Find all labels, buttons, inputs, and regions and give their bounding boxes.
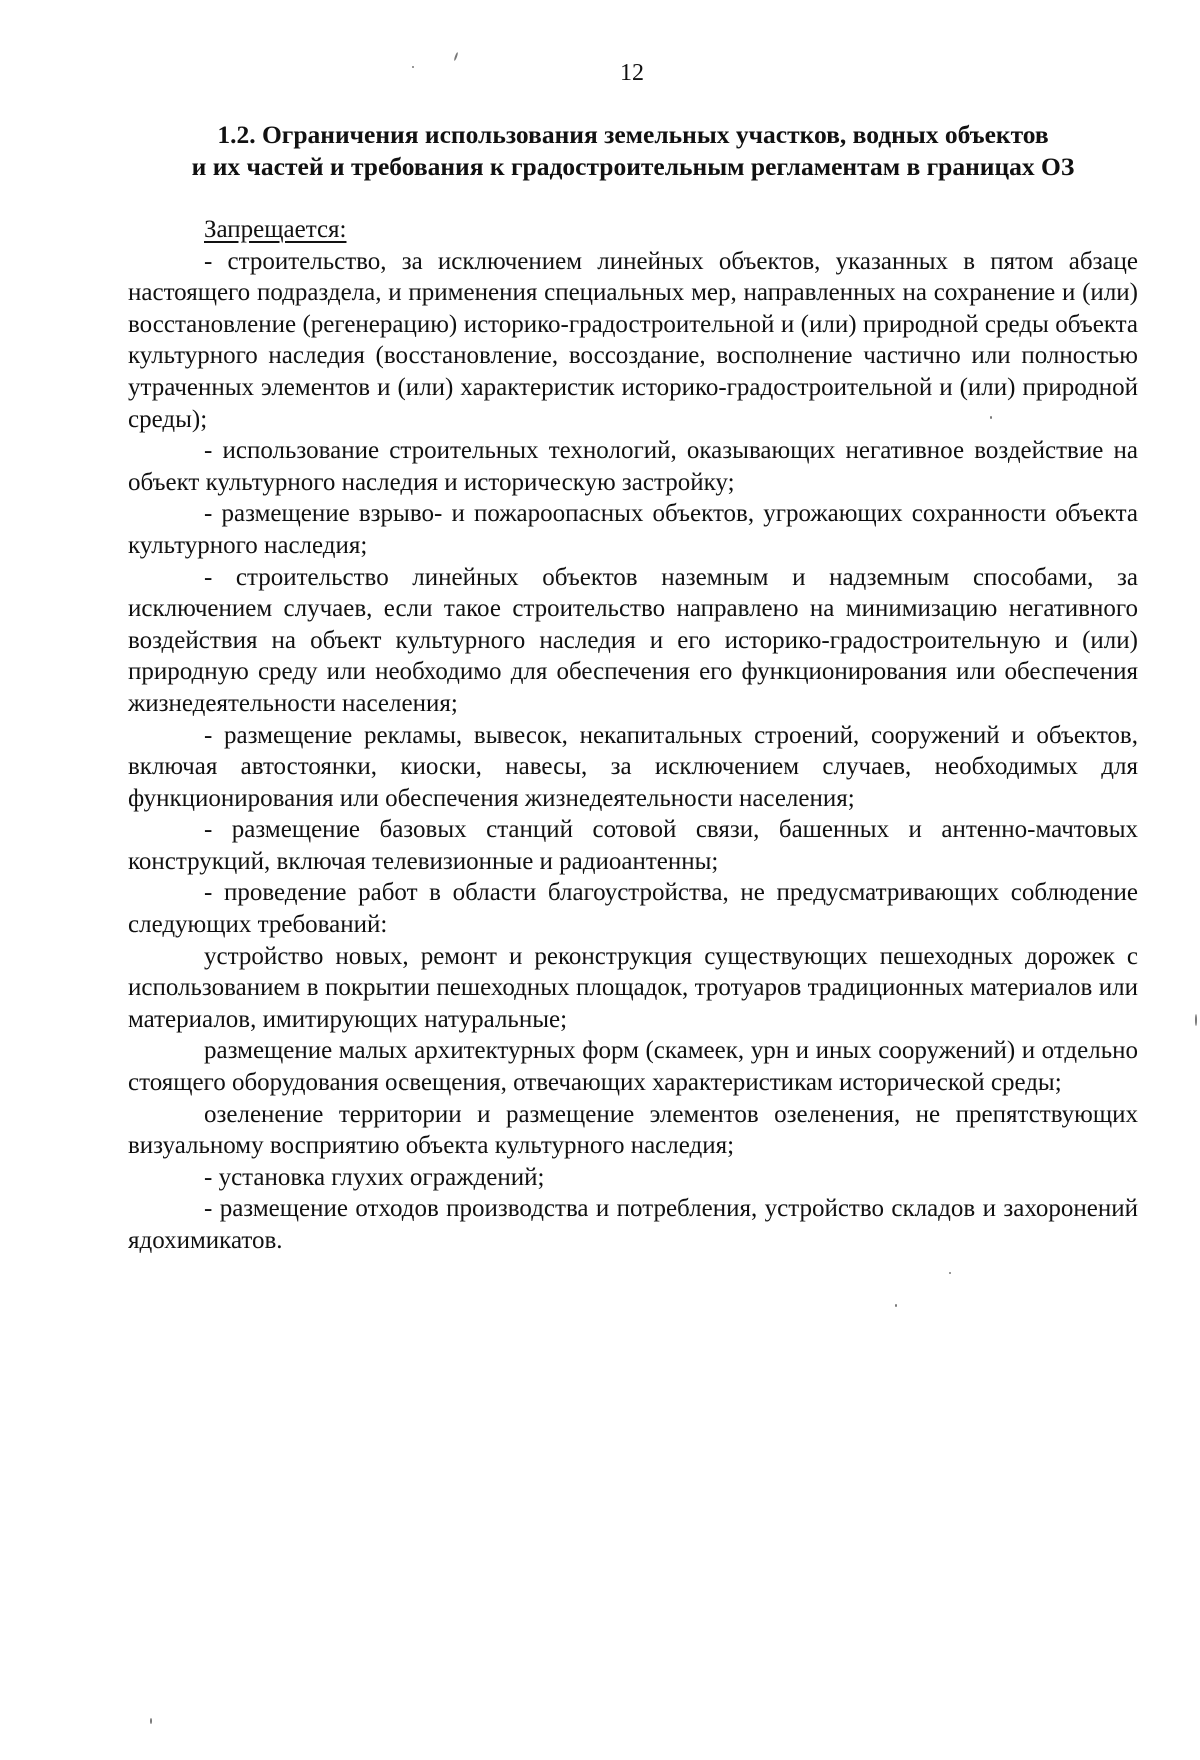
scan-speck [150, 1718, 152, 1724]
scan-speck [949, 1272, 951, 1274]
section-heading-line-1: 1.2. Ограничения использования земельных участков, водных объектов [217, 120, 1049, 149]
paragraph-hazardous-objects: - размещение взрыво- и пожароопасных объектов, угрожающих сохранности объекта культурного наследия; [128, 500, 1138, 559]
scan-speck [1195, 1014, 1197, 1026]
page-number: 12 [620, 60, 644, 86]
paragraph-cellular-stations: - размещение базовых станций сотовой связи, башенных и антенно-мачтовых конструкций, включая телевизионные и радиоантенны; [128, 816, 1138, 875]
paragraph-waste: - размещение отходов производства и потребления, устройство складов и захоронений ядохимикатов. [128, 1195, 1138, 1254]
paragraph-landscaping-works: - проведение работ в области благоустройства, не предусматривающих соблюдение следующих требований: [128, 879, 1138, 939]
document-body [128, 214, 1138, 1257]
paragraph-linear-objects: - строительство линейных объектов наземным и надземным способами, за исключением случаев, если такое строительство направлено на минимизацию негативного воздействия на объект культурного наследия и его историко-градостроительную и (или) природную среду или необходимо для обеспечения его функционирования или обеспечения жизнедеятельности населения; [128, 563, 1138, 717]
prohibited-lead-label: Запрещается: [204, 216, 347, 243]
paragraph-technologies: - использование строительных технологий, оказывающих негативное воздействие на объект культурного наследия и историческую застройку; [128, 437, 1138, 496]
paragraph-fences: - установка глухих ограждений; [204, 1163, 545, 1191]
paragraph-construction: - строительство, за исключением линейных объектов, указанных в пятом абзаце настоящего подраздела, и применения специальных мер, направленных на сохранение и (или) восстановление (регенерацию) историко-градостроительной и (или) природной среды объекта культурного наследия (восстановление, воссоздание, восполнение частично или полностью утраченных элементов и (или) характеристик историко-градостроительной и (или) природной среды); [128, 247, 1138, 433]
scan-speck [412, 66, 414, 68]
section-heading [128, 119, 1138, 183]
paragraph-footpaths: устройство новых, ремонт и реконструкция существующих пешеходных дорожек с использованием в покрытии пешеходных площадок, тротуаров традиционных материалов или материалов, имитирующих натуральные; [128, 942, 1138, 1033]
paragraph-small-architectural-forms: размещение малых архитектурных форм (скамеек, урн и иных сооружений) и отдельно стоящего оборудования освещения, отвечающих характеристикам исторической среды; [128, 1037, 1138, 1097]
scan-speck [990, 416, 992, 419]
paragraph-advertising: - размещение рекламы, вывесок, некапитальных строений, сооружений и объектов, включая автостоянки, киоски, навесы, за исключением случаев, необходимых для функционирования или обеспечения жизнедеятельности населения; [128, 721, 1138, 812]
section-heading-line-2: и их частей и требования к градостроительным регламентам в границах ОЗ [191, 152, 1075, 181]
scan-speck [895, 1304, 897, 1307]
paragraph-greening: озеленение территории и размещение элементов озеленения, не препятствующих визуальному восприятию объекта культурного наследия; [128, 1100, 1138, 1160]
